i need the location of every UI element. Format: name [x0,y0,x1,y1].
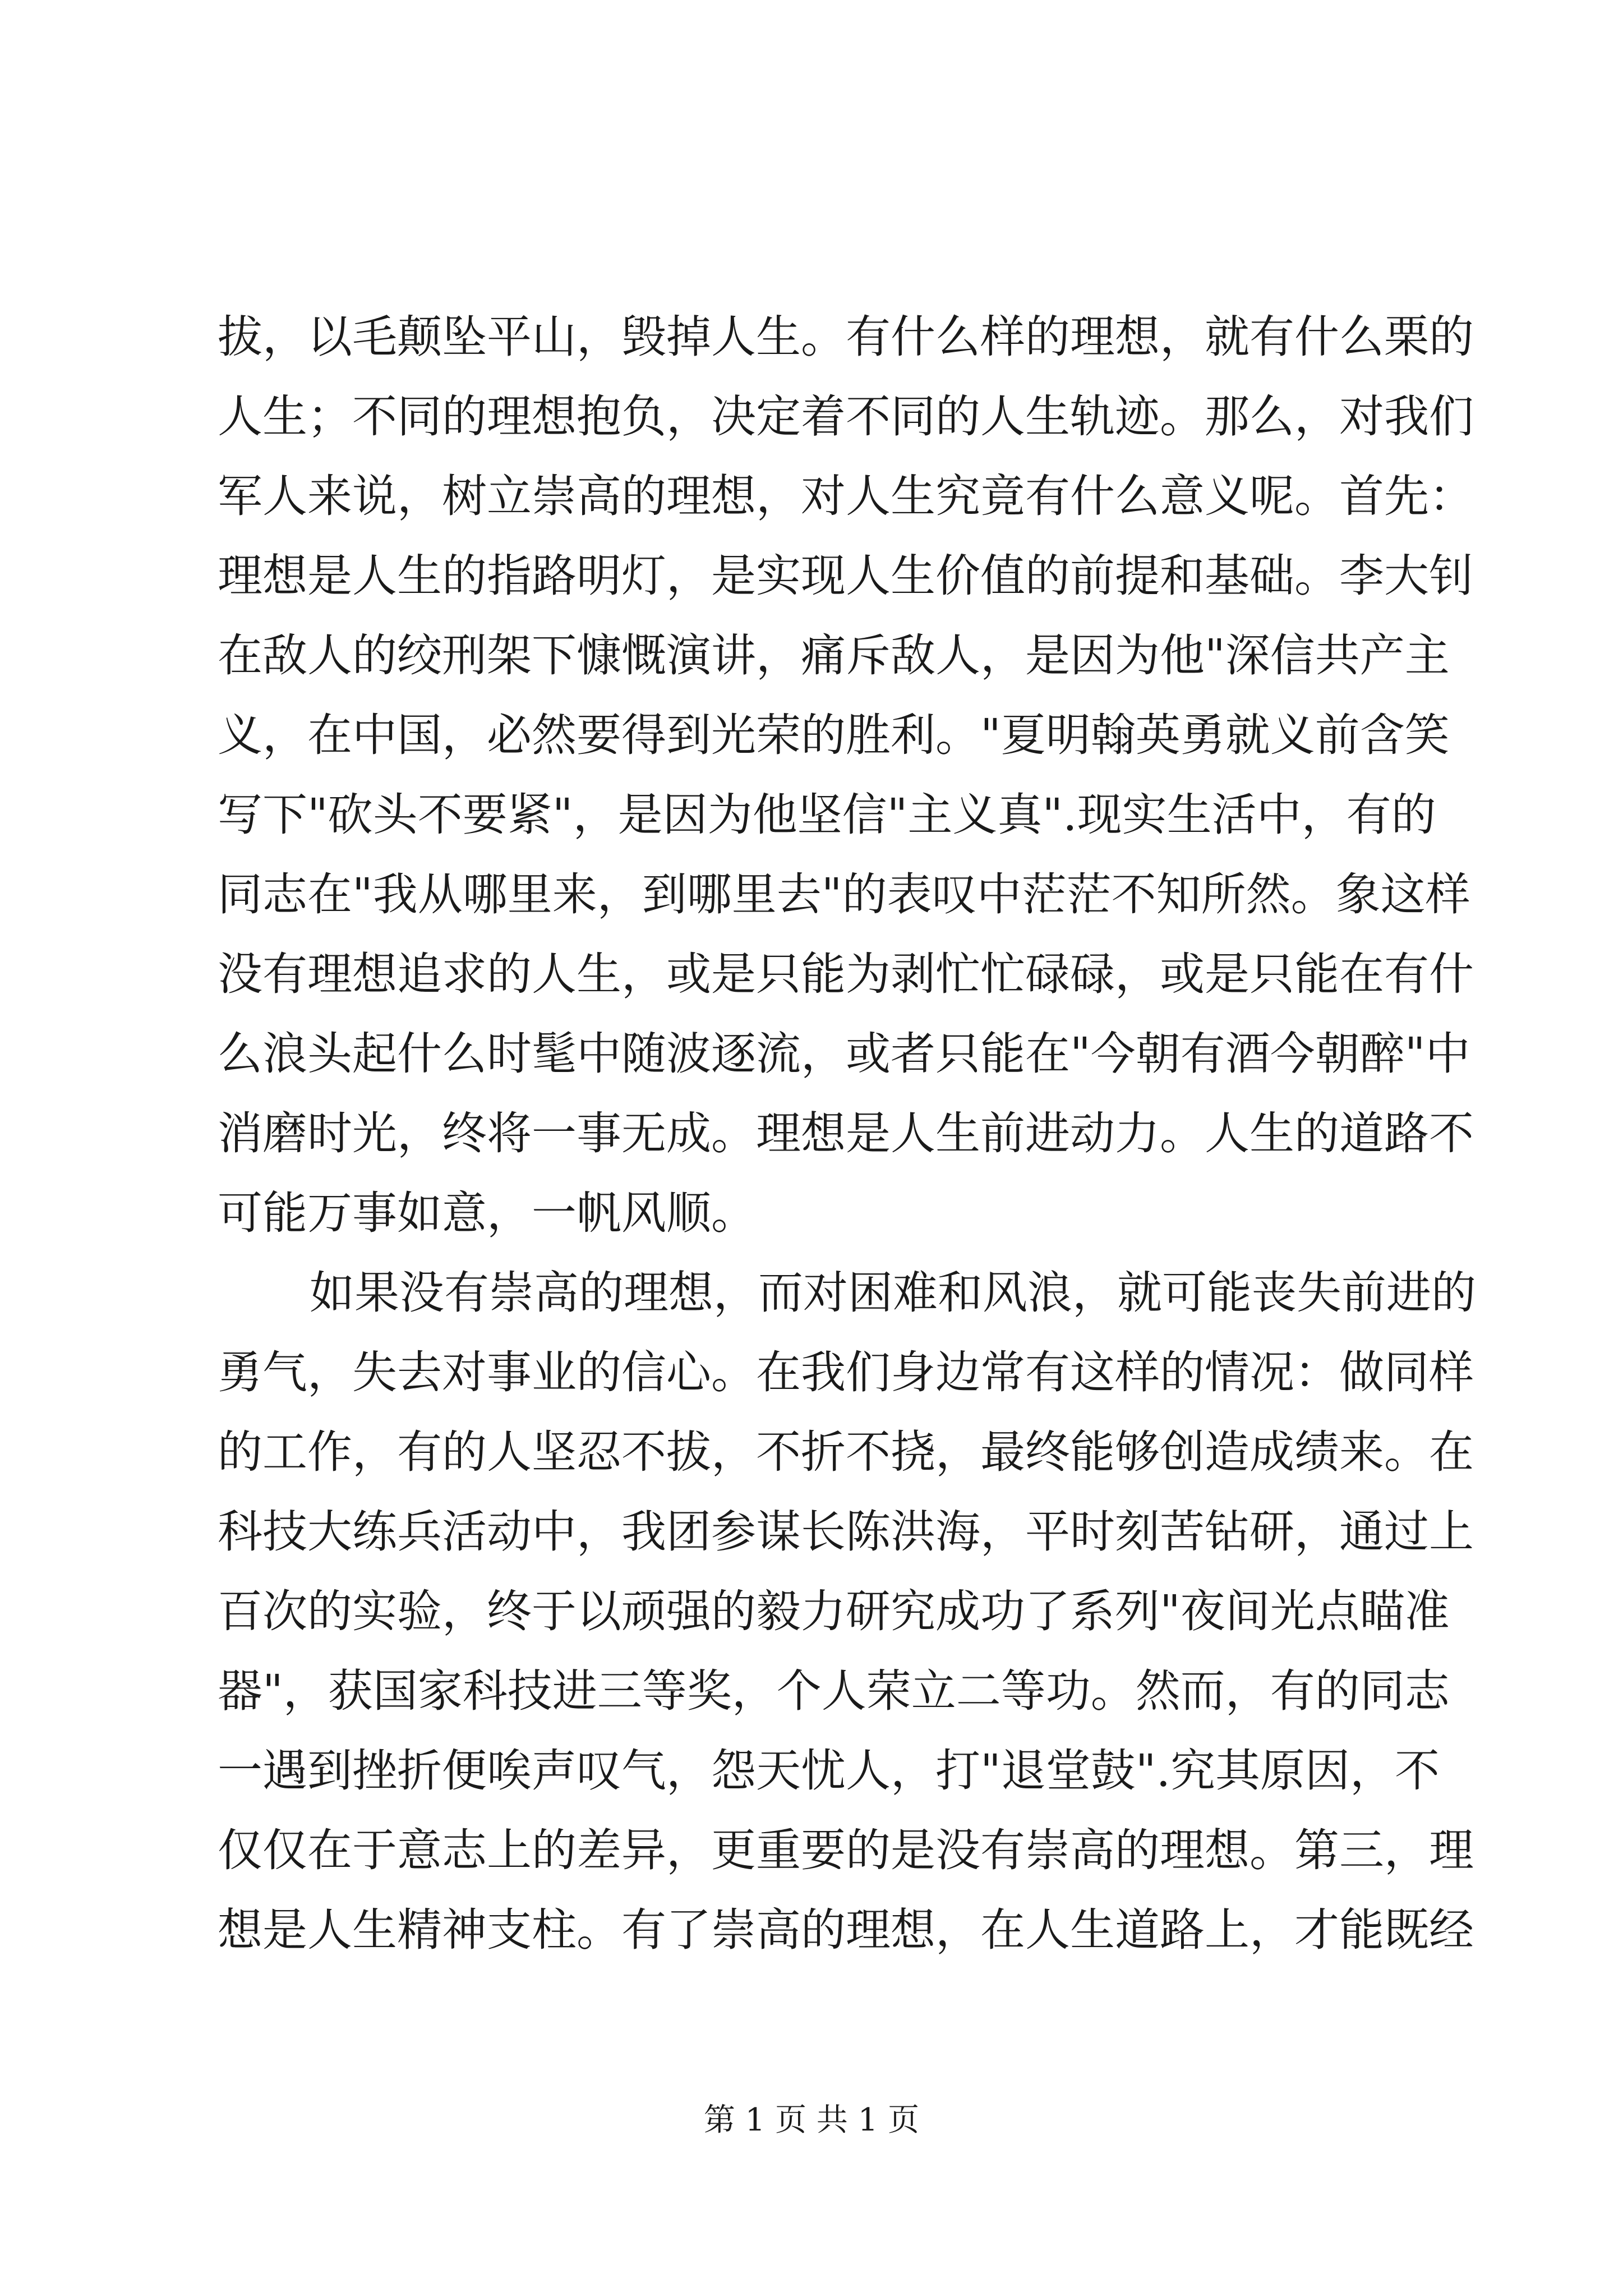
paragraph-2 [218,1253,1476,1970]
text-line: 么浪头起什么时髦中随波逐流，或者只能在"今朝有酒今朝醉"中 [218,1028,1470,1080]
text-line: 仅仅在于意志上的差异，更重要的是没有崇高的理想。第三，理 [218,1824,1474,1876]
text-line: 的工作，有的人坚忍不拔，不折不挠，最终能够创造成绩来。在 [218,1426,1474,1478]
text-line: 如果没有崇高的理想，而对困难和风浪，就可能丧失前进的 [310,1267,1476,1319]
document-body [218,297,1476,1970]
text-line: 人生；不同的理想抱负，决定着不同的人生轨迹。那么，对我们 [218,390,1474,443]
text-line: 同志在"我从哪里来，到哪里去"的表叹中茫茫不知所然。象这样 [218,868,1470,921]
paragraph-1 [218,297,1474,1253]
text-line: 消磨时光，终将一事无成。理想是人生前进动力。人生的道路不 [218,1107,1474,1159]
text-line: 百次的实验，终于以顽强的毅力研究成功了系列"夜间光点瞄准 [218,1585,1450,1637]
text-line: 义，在中国，必然要得到光荣的胜利。"夏明翰英勇就义前含笑 [218,709,1450,761]
text-line: 一遇到挫折便唉声叹气，怨天忧人，打"退堂鼓".究其原因，不 [218,1745,1440,1797]
text-line: 可能万事如意，一帆风顺。 [218,1187,756,1239]
text-line: 器"，获国家科技进三等奖，个人荣立二等功。然而，有的同志 [218,1665,1450,1717]
page-number-label: 第 1 页 共 1 页 [703,2102,920,2138]
text-line: 科技大练兵活动中，我团参谋长陈洪海，平时刻苦钻研，通过上 [218,1506,1474,1558]
text-line: 没有理想追求的人生，或是只能为剥忙忙碌碌，或是只能在有什 [218,948,1474,1000]
text-line: 想是人生精神支柱。有了崇高的理想，在人生道路上，才能既经 [218,1904,1474,1956]
text-line: 拔，以毛颠坠平山，毁掉人生。有什么样的理想，就有什么栗的 [218,311,1474,363]
text-line: 写下"砍头不要紧"，是因为他坚信"主义真".现实生活中，有的 [218,789,1436,841]
text-line: 军人来说，树立崇高的理想，对人生究竟有什么意义呢。首先： [218,470,1474,522]
text-line: 在敌人的绞刑架下慷慨演讲，痛斥敌人，是因为他"深信共产主 [218,629,1450,682]
text-line: 勇气，失去对事业的信心。在我们身边常有这样的情况：做同样 [218,1346,1474,1398]
text-line: 理想是人生的指路明灯，是实现人生价值的前提和基础。李大钊 [218,550,1474,602]
page-footer [0,2101,1623,2140]
